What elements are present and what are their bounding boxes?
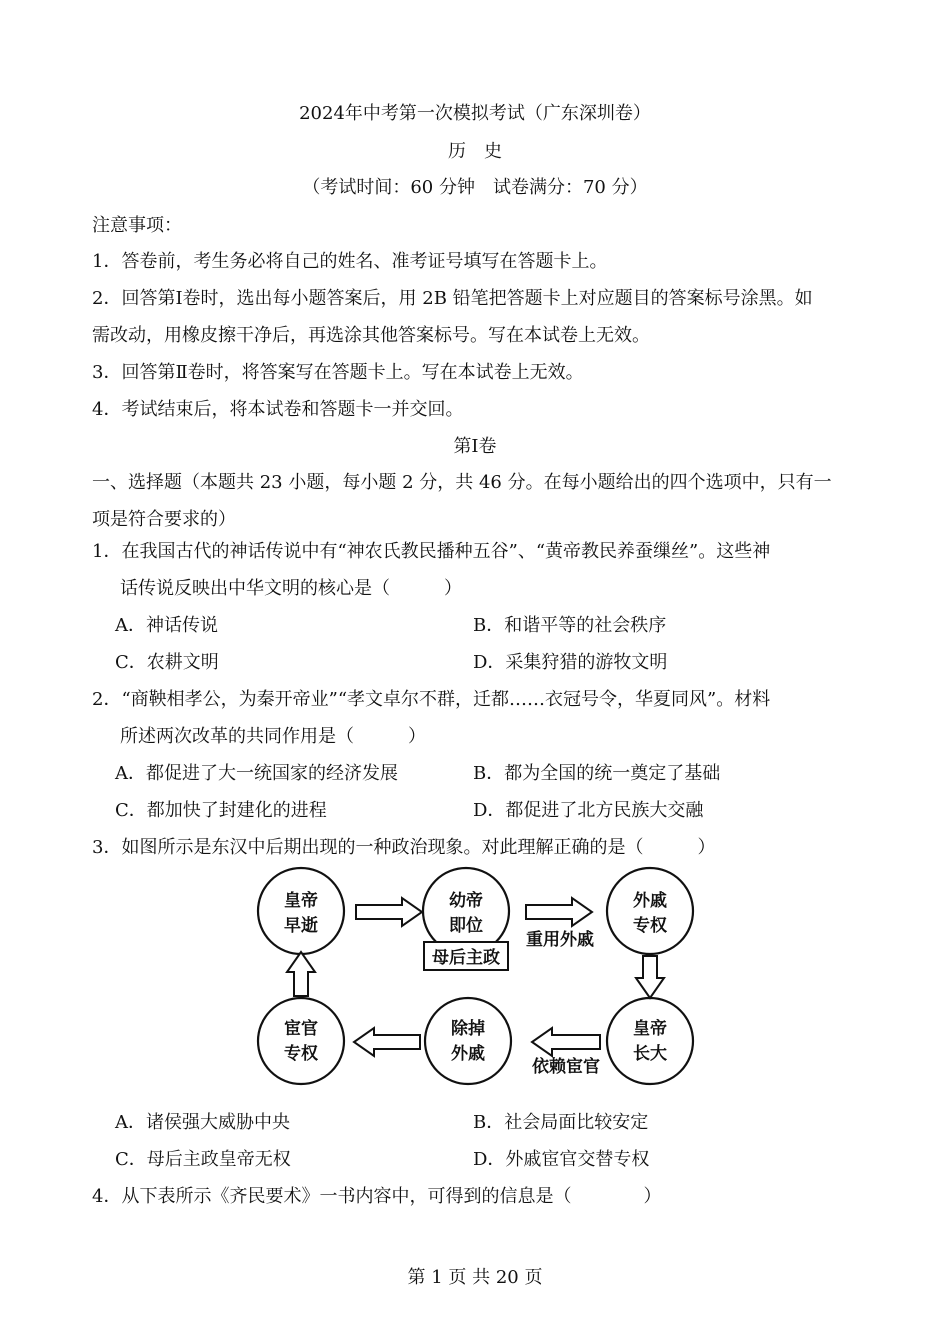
node-circle xyxy=(607,998,693,1084)
page-footer: 第 1 页 共 20 页 xyxy=(407,1267,543,1288)
regency-box-label: 母后主政 xyxy=(432,948,500,968)
node-label: 外戚 xyxy=(451,1044,485,1064)
node-label: 外戚 xyxy=(633,891,667,911)
arrow-label-bottom: 依赖宦官 xyxy=(532,1057,600,1077)
question-2-option-d[interactable]: D．都促进了北方民族大交融 xyxy=(473,800,704,821)
question-4-stem: 4．从下表所示《齐民要术》一书内容中，可得到的信息是（ ） xyxy=(92,1186,662,1207)
arrow-right-icon xyxy=(356,898,422,926)
question-1-option-a[interactable]: A．神话传说 xyxy=(115,615,218,636)
node-label: 专权 xyxy=(284,1044,318,1064)
note-item-continued: 需改动，用橡皮擦干净后，再选涂其他答案标号。写在本试卷上无效。 xyxy=(92,325,650,346)
note-item: 1．答卷前，考生务必将自己的姓名、准考证号填写在答题卡上。 xyxy=(92,251,608,272)
question-1-stem: 1．在我国古代的神话传说中有“神农氏教民播种五谷”、“黄帝教民养蚕缫丝”。这些神 xyxy=(92,541,771,562)
note-item: 3．回答第Ⅱ卷时，将答案写在答题卡上。写在本试卷上无效。 xyxy=(92,362,584,383)
node-circle xyxy=(425,998,511,1084)
node-label: 长大 xyxy=(633,1044,667,1064)
subject-title: 历 史 xyxy=(448,141,502,162)
node-label: 皇帝 xyxy=(633,1019,667,1039)
question-3-option-c[interactable]: C．母后主政皇帝无权 xyxy=(115,1149,291,1170)
question-2-option-a[interactable]: A．都促进了大一统国家的经济发展 xyxy=(115,763,398,784)
node-label: 皇帝 xyxy=(284,891,318,911)
question-2-stem-continued: 所述两次改革的共同作用是（ ） xyxy=(120,726,426,747)
question-2-stem: 2．“商鞅相孝公，为秦开帝业”“孝文卓尔不群，迁都……衣冠号令，华夏同风”。材料 xyxy=(92,689,771,710)
arrow-left-icon xyxy=(354,1028,420,1056)
question-3-option-b[interactable]: B．社会局面比较安定 xyxy=(473,1112,649,1133)
note-item: 2．回答第Ⅰ卷时，选出每小题答案后，用 2B 铅笔把答题卡上对应题目的答案标号涂黑。如 xyxy=(92,288,813,309)
arrow-left-icon xyxy=(532,1028,600,1056)
section-intro: 一、选择题（本题共 23 小题，每小题 2 分，共 46 分。在每小题给出的四个选项中，只有一 xyxy=(92,472,832,493)
question-1-option-c[interactable]: C．农耕文明 xyxy=(115,652,219,673)
question-2-option-c[interactable]: C．都加快了封建化的进程 xyxy=(115,800,327,821)
question-3-option-d[interactable]: D．外戚宦官交替专权 xyxy=(473,1149,650,1170)
node-circle xyxy=(258,868,344,954)
question-3-option-a[interactable]: A．诸侯强大威胁中央 xyxy=(115,1112,290,1133)
arrow-up-icon xyxy=(287,952,315,996)
politics-cycle-diagram xyxy=(250,866,700,1088)
question-1-option-b[interactable]: B．和谐平等的社会秩序 xyxy=(473,615,667,636)
exam-info: （考试时间：60 分钟 试卷满分：70 分） xyxy=(302,177,648,198)
node-label: 专权 xyxy=(633,916,667,936)
section-intro-continued: 项是符合要求的） xyxy=(92,509,236,530)
arrow-right-icon xyxy=(526,898,592,926)
notes-heading: 注意事项： xyxy=(92,215,182,236)
node-label: 幼帝 xyxy=(449,891,483,911)
question-2-option-b[interactable]: B．都为全国的统一奠定了基础 xyxy=(473,763,721,784)
question-3-stem: 3．如图所示是东汉中后期出现的一种政治现象。对此理解正确的是（ ） xyxy=(92,837,716,858)
node-label: 即位 xyxy=(449,916,483,936)
question-1-option-d[interactable]: D．采集狩猎的游牧文明 xyxy=(473,652,668,673)
note-item: 4．考试结束后，将本试卷和答题卡一并交回。 xyxy=(92,399,464,420)
arrow-down-icon xyxy=(636,956,664,998)
node-circle xyxy=(607,868,693,954)
question-1-stem-continued: 话传说反映出中华文明的核心是（ ） xyxy=(120,578,462,599)
node-label: 宦官 xyxy=(284,1019,318,1039)
arrow-label-top: 重用外戚 xyxy=(526,930,594,950)
exam-title: 2024年中考第一次模拟考试（广东深圳卷） xyxy=(299,103,651,124)
volume-heading: 第Ⅰ卷 xyxy=(453,436,497,457)
node-label: 早逝 xyxy=(284,916,318,936)
node-circle xyxy=(258,998,344,1084)
node-label: 除掉 xyxy=(451,1019,485,1039)
